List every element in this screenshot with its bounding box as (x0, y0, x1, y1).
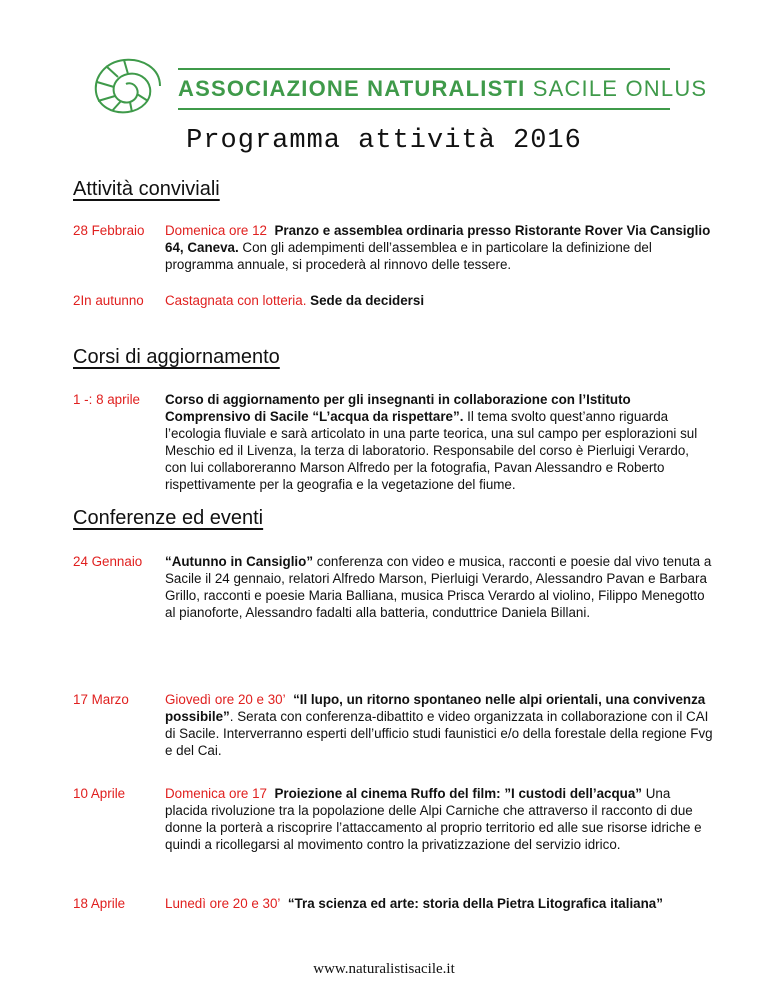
entry-date: 28 Febbraio (73, 223, 145, 238)
entry-date: 18 Aprile (73, 896, 126, 911)
entry-text (165, 222, 713, 273)
entry-lead: Domenica ore 17 (165, 786, 267, 801)
entry-bold: “Tra scienza ed arte: storia della Pietra Litografica italiana” (287, 896, 663, 911)
entry-lead: Giovedì ore 20 e 30’ (165, 692, 286, 707)
entry-rest: Una placida rivoluzione tra la popolazione delle Alpi Carniche che attraverso il racconto di due donne la porterà a riscoprire l’attaccamento al proprio territorio ed alle sue risorse idriche e quindi a ricollegarsi al movimento contro la privatizzazione del servizio idrico. (165, 786, 702, 852)
entry-date: 1 -: 8 aprile (73, 392, 140, 407)
header (90, 56, 708, 126)
entry-text (165, 691, 713, 759)
header-rule-top (178, 68, 670, 70)
section-title-conviviali: Attività conviviali (73, 178, 220, 200)
entry-bold: Corso di aggiornamento per gli insegnanti in collaborazione con l’Istituto Comprensivo di Sacile “L’acqua da rispettare”. (165, 392, 631, 424)
header-rule-bottom (178, 108, 670, 110)
entry-rest: . Serata con conferenza-dibattito e video organizzata in collaborazione con il CAI di Sacile. Interverranno esperti dell’ufficio studi faunistici e/o della forestale della regione Fvg e del Cai. (165, 709, 713, 758)
entry-lead: Lunedì ore 20 e 30’ (165, 896, 281, 911)
entry-date: 2In autunno (73, 293, 144, 308)
org-name-bold: ASSOCIAZIONE NATURALISTI (178, 76, 526, 101)
entry-lead: Domenica ore 12 (165, 223, 267, 238)
entry-rest: Il tema svolto quest’anno riguarda l’ecologia fluviale e sarà articolato in una parte teorica, una sul campo per esplorazioni sul Meschio ed il Livenza, la terza di laboratorio. Responsabile del corso è Pierluigi Verardo, con lui collaboreranno Marson Alfredo per la fotografia, Pavan Alessandro e Roberto rispettivamente per la geografia e la vegetazione del fiume. (165, 409, 698, 492)
entry-bold: Proiezione al cinema Ruffo del film: ”I custodi dell’acqua” (274, 786, 643, 801)
entry-rest: Con gli adempimenti dell’assemblea e in particolare la definizione del programma annuale, si procederà al rinnovo delle tessere. (165, 240, 652, 272)
page-title: Programma attività 2016 (186, 126, 582, 156)
entry-text (165, 553, 713, 621)
entry-text (165, 895, 713, 912)
entry-bold: Pranzo e assemblea ordinaria presso Ristorante Rover Via Cansiglio 64, Caneva. (165, 223, 711, 255)
entry-text (165, 391, 713, 493)
nautilus-shell-icon (90, 56, 172, 116)
entry-date: 24 Gennaio (73, 554, 143, 569)
entry-bold: “Il lupo, un ritorno spontaneo nelle alpi orientali, una convivenza possibile” (165, 692, 706, 724)
org-name-light: SACILE ONLUS (532, 76, 708, 101)
entry-text (165, 292, 713, 309)
entry-text (165, 785, 713, 853)
entry-bold: “Autunno in Cansiglio” (165, 554, 314, 569)
entry-bold: Sede da decidersi (310, 293, 425, 308)
entry-lead: Castagnata con lotteria. (165, 293, 307, 308)
footer-website: www.naturalistisacile.it (313, 961, 455, 977)
entry-date: 10 Aprile (73, 786, 126, 801)
entry-rest: conferenza con video e musica, racconti e poesie dal vivo tenuta a Sacile il 24 gennaio, relatori Alfredo Marson, Pierluigi Verardo, Alessandro Pavan e Barbara Grillo, racconti e poesie Maria Balliana, musica Prisca Verardo al violino, Filippo Menegotto al pianoforte, Alessandro fadalti alla batteria, conduttrice Daniela Billani. (165, 554, 712, 620)
entry-date: 17 Marzo (73, 692, 129, 707)
section-title-corsi: Corsi di aggiornamento (73, 346, 280, 368)
org-name (178, 76, 708, 102)
section-title-conferenze: Conferenze ed eventi (73, 507, 264, 529)
